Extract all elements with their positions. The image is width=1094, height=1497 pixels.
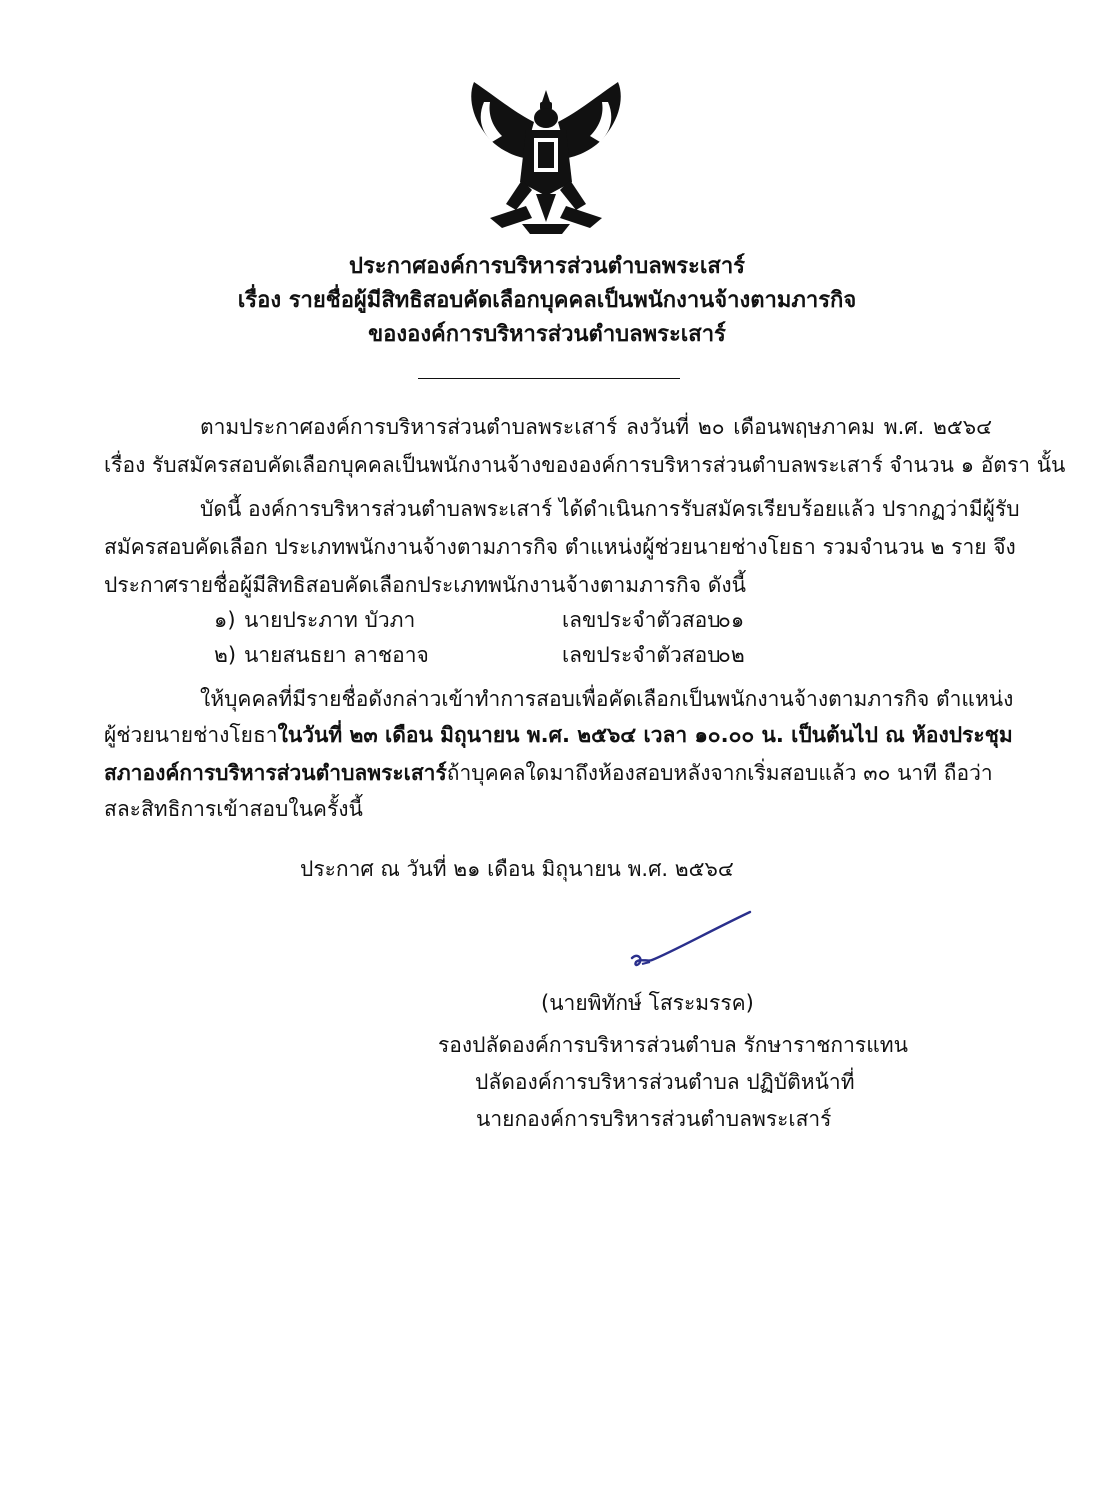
paragraph-3-line-3 bbox=[104, 758, 992, 788]
signer-position-line-2: ปลัดองค์การบริหารส่วนตำบล ปฏิบัติหน้าที่ bbox=[475, 1070, 855, 1094]
position-name: ผู้ช่วยนายช่างโยธา bbox=[104, 723, 278, 747]
paragraph-3-line-4: สละสิทธิการเข้าสอบในครั้งนี้ bbox=[104, 797, 363, 821]
paragraph-2-line-1: บัดนี้ องค์การบริหารส่วนตำบลพระเสาร์ ได้ดำเนินการรับสมัครเรียบร้อยแล้ว ปรากฏว่ามีผู้รับ bbox=[200, 497, 1020, 521]
candidate-1-name: นายประภาท บัวภา bbox=[244, 608, 416, 632]
title-line-1: ประกาศองค์การบริหารส่วนตำบลพระเสาร์ bbox=[348, 254, 745, 279]
paragraph-3-line-2 bbox=[104, 720, 1013, 750]
paragraph-1-line-2: เรื่อง รับสมัครสอบคัดเลือกบุคคลเป็นพนักงานจ้างขององค์การบริหารส่วนตำบลพระเสาร์ จำนวน ๑ อัตรา นั้น bbox=[104, 453, 1066, 477]
title-line-3: ขององค์การบริหารส่วนตำบลพระเสาร์ bbox=[368, 322, 726, 347]
candidate-2-exam-label: เลขประจำตัวสอบ bbox=[562, 643, 721, 667]
candidate-1-exam-label: เลขประจำตัวสอบ bbox=[562, 608, 721, 632]
title-line-2: เรื่อง รายชื่อผู้มีสิทธิสอบคัดเลือกบุคคลเป็นพนักงานจ้างตามภารกิจ bbox=[237, 288, 857, 313]
exam-location: สภาองค์การบริหารส่วนตำบลพระเสาร์ bbox=[104, 761, 447, 785]
announcement-date: ประกาศ ณ วันที่ ๒๑ เดือน มิถุนายน พ.ศ. ๒๕๖๔ bbox=[300, 857, 734, 881]
paragraph-2-line-3: ประกาศรายชื่อผู้มีสิทธิสอบคัดเลือกประเภทพนักงานจ้างตามภารกิจ ดังนี้ bbox=[104, 573, 746, 597]
candidate-1-no: ๑) bbox=[214, 608, 236, 632]
paragraph-2-line-2: สมัครสอบคัดเลือก ประเภทพนักงานจ้างตามภารกิจ ตำแหน่งผู้ช่วยนายช่างโยธา รวมจำนวน ๒ ราย จึง bbox=[104, 535, 1016, 559]
title-divider bbox=[418, 378, 680, 379]
candidate-2-name: นายสนธยา ลาชอาจ bbox=[244, 643, 429, 667]
candidate-1-exam-no: ๐๑ bbox=[718, 608, 745, 632]
candidate-2-no: ๒) bbox=[214, 643, 237, 667]
signer-position-line-1: รองปลัดองค์การบริหารส่วนตำบล รักษาราชการแทน bbox=[438, 1033, 908, 1057]
handwritten-signature bbox=[628, 908, 754, 976]
signer-position-line-3: นายกองค์การบริหารส่วนตำบลพระเสาร์ bbox=[476, 1107, 832, 1131]
signer-name: (นายพิทักษ์ โสระมรรค) bbox=[541, 991, 754, 1015]
garuda-emblem-icon bbox=[462, 72, 630, 244]
late-rule: ถ้าบุคคลใดมาถึงห้องสอบหลังจากเริ่มสอบแล้ว ๓๐ นาที ถือว่า bbox=[446, 761, 993, 785]
paragraph-1-line-1: ตามประกาศองค์การบริหารส่วนตำบลพระเสาร์ ลงวันที่ ๒๐ เดือนพฤษภาคม พ.ศ. ๒๕๖๔ bbox=[200, 415, 992, 439]
candidate-2-exam-no: ๐๒ bbox=[718, 643, 745, 667]
exam-schedule: ในวันที่ ๒๓ เดือน มิถุนายน พ.ศ. ๒๕๖๔ เวลา ๑๐.๐๐ น. เป็นต้นไป ณ ห้องประชุม bbox=[277, 723, 1013, 747]
paragraph-3-line-1: ให้บุคคลที่มีรายชื่อดังกล่าวเข้าทำการสอบเพื่อคัดเลือกเป็นพนักงานจ้างตามภารกิจ ตำแหน่ง bbox=[200, 687, 1014, 711]
